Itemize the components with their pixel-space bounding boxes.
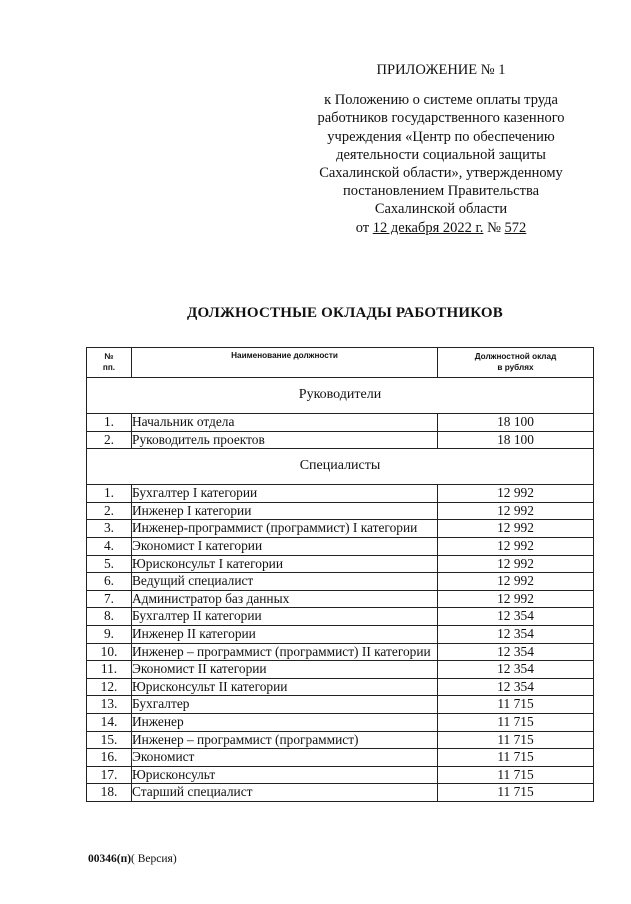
table-header-row	[87, 348, 594, 378]
position-name: Инженер – программист (программист) II категории	[132, 643, 438, 661]
row-number: 7.	[87, 590, 132, 608]
row-number: 1.	[87, 485, 132, 503]
document-title: ДОЛЖНОСТНЫЕ ОКЛАДЫ РАБОТНИКОВ	[187, 305, 503, 321]
row-number: 18.	[87, 784, 132, 802]
position-name: Старший специалист	[132, 784, 438, 802]
number-prefix: №	[483, 219, 505, 236]
salary-value: 12 992	[438, 590, 594, 608]
salary-value: 12 992	[438, 520, 594, 538]
salary-value: 12 354	[438, 643, 594, 661]
header-line: к Положению о системе оплаты труда	[324, 92, 558, 109]
position-name: Экономист I категории	[132, 537, 438, 555]
row-number: 1.	[87, 414, 132, 432]
table-row	[87, 555, 594, 573]
table-row	[87, 696, 594, 714]
salary-value: 12 354	[438, 625, 594, 643]
salary-value: 12 354	[438, 661, 594, 679]
version-label: ( Версия)	[131, 853, 177, 865]
table-row	[87, 766, 594, 784]
date-prefix: от	[355, 219, 373, 236]
row-number: 4.	[87, 537, 132, 555]
section-row	[87, 449, 594, 485]
position-name: Бухгалтер	[132, 696, 438, 714]
salary-value: 18 100	[438, 414, 594, 432]
salary-value: 11 715	[438, 784, 594, 802]
table-row	[87, 431, 594, 449]
row-number: 2.	[87, 431, 132, 449]
position-name: Инженер I категории	[132, 502, 438, 520]
row-number: 3.	[87, 520, 132, 538]
row-number: 5.	[87, 555, 132, 573]
table-row	[87, 749, 594, 767]
document-code: 00346(п)	[88, 853, 132, 865]
row-number: 6.	[87, 573, 132, 591]
row-number: 15.	[87, 731, 132, 749]
decree-number: 572	[504, 219, 527, 236]
position-name: Экономист	[132, 749, 438, 767]
row-number: 14.	[87, 713, 132, 731]
position-name: Инженер-программист (программист) I категории	[132, 520, 438, 538]
position-name: Администратор баз данных	[132, 590, 438, 608]
section-row	[87, 378, 594, 414]
table-row	[87, 608, 594, 626]
position-name: Бухгалтер I категории	[132, 485, 438, 503]
position-name: Юрисконсульт I категории	[132, 555, 438, 573]
table-row	[87, 520, 594, 538]
salary-value: 12 992	[438, 555, 594, 573]
position-name: Юрисконсульт	[132, 766, 438, 784]
position-name: Руководитель проектов	[132, 431, 438, 449]
salary-value: 12 992	[438, 502, 594, 520]
salary-value: 18 100	[438, 431, 594, 449]
row-number: 9.	[87, 625, 132, 643]
row-number: 8.	[87, 608, 132, 626]
position-name: Экономист II категории	[132, 661, 438, 679]
decree-date: 12 декабря 2022 г.	[372, 219, 484, 236]
salary-value: 11 715	[438, 766, 594, 784]
position-name: Инженер II категории	[132, 625, 438, 643]
header-line: работников государственного казенного	[317, 110, 565, 127]
table-row	[87, 573, 594, 591]
table-row	[87, 485, 594, 503]
position-name: Юрисконсульт II категории	[132, 678, 438, 696]
header-line: учреждения «Центр по обеспечению	[327, 128, 555, 145]
row-number: 12.	[87, 678, 132, 696]
salary-value: 12 992	[438, 485, 594, 503]
header-line: постановлением Правительства	[342, 183, 540, 200]
salary-value: 12 992	[438, 537, 594, 555]
salary-value: 11 715	[438, 696, 594, 714]
decree-date-line	[296, 219, 586, 237]
header-line: Сахалинской области», утвержденному	[319, 165, 563, 182]
table-row	[87, 502, 594, 520]
row-number: 2.	[87, 502, 132, 520]
footer-version	[88, 853, 177, 865]
position-name: Инженер – программист (программист)	[132, 731, 438, 749]
position-name: Ведущий специалист	[132, 573, 438, 591]
row-number: 13.	[87, 696, 132, 714]
appendix-number: ПРИЛОЖЕНИЕ № 1	[376, 62, 506, 78]
table-row	[87, 713, 594, 731]
row-number: 11.	[87, 661, 132, 679]
table-row	[87, 643, 594, 661]
row-number: 16.	[87, 749, 132, 767]
column-header-number: № пп.	[87, 348, 132, 378]
row-number: 10.	[87, 643, 132, 661]
table-row	[87, 625, 594, 643]
section-title: Специалисты	[87, 449, 594, 485]
table-body	[87, 378, 594, 802]
salary-table	[86, 347, 594, 802]
column-header-salary: Должностной оклад в рублях	[438, 348, 594, 378]
salary-value: 12 992	[438, 573, 594, 591]
salary-value: 12 354	[438, 608, 594, 626]
column-header-position: Наименование должности	[132, 348, 438, 378]
position-name: Инженер	[132, 713, 438, 731]
table-row	[87, 731, 594, 749]
header-line: деятельности социальной защиты	[336, 146, 546, 163]
salary-value: 11 715	[438, 749, 594, 767]
salary-value: 12 354	[438, 678, 594, 696]
position-name: Начальник отдела	[132, 414, 438, 432]
table-row	[87, 537, 594, 555]
table-row	[87, 414, 594, 432]
table-row	[87, 784, 594, 802]
salary-value: 11 715	[438, 713, 594, 731]
section-title: Руководители	[87, 378, 594, 414]
appendix-header	[296, 61, 586, 237]
position-name: Бухгалтер II категории	[132, 608, 438, 626]
salary-value: 11 715	[438, 731, 594, 749]
table-row	[87, 678, 594, 696]
table-row	[87, 590, 594, 608]
table-row	[87, 661, 594, 679]
row-number: 17.	[87, 766, 132, 784]
header-line: Сахалинской области	[374, 201, 508, 218]
